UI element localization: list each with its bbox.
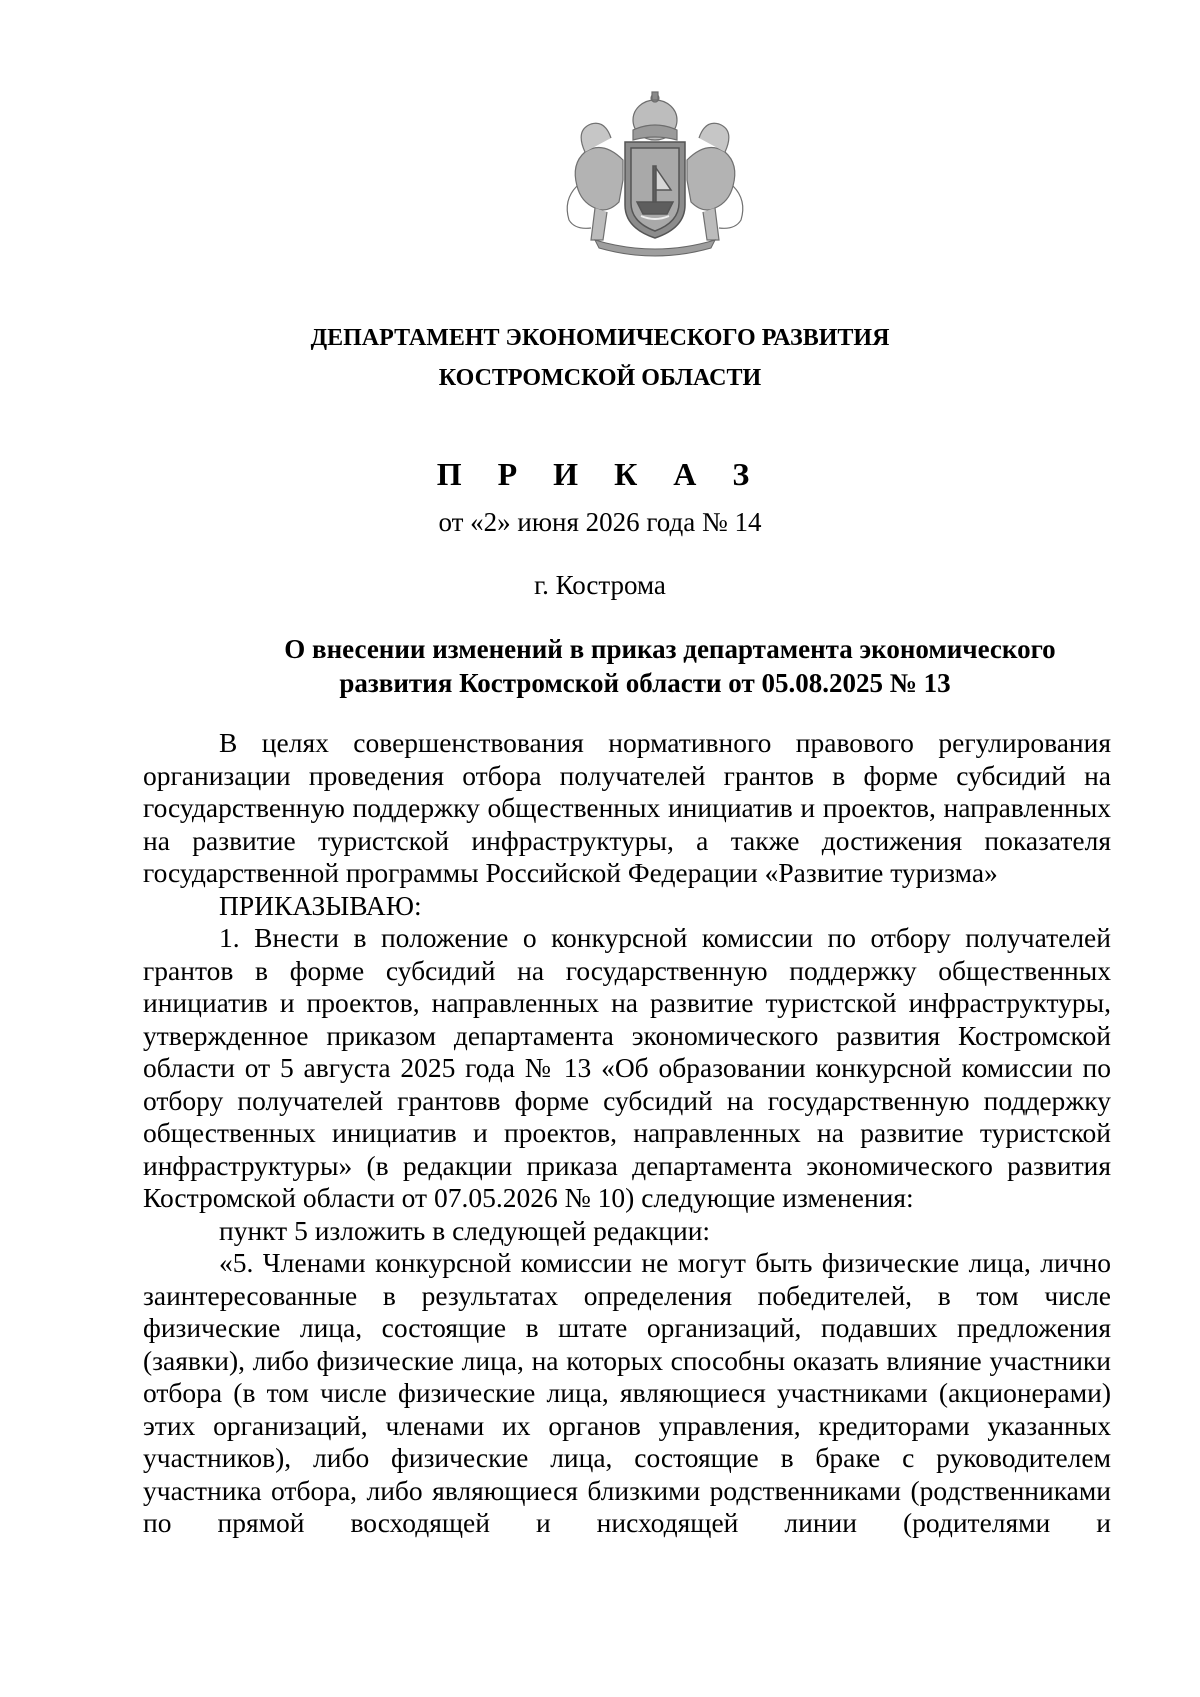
kostroma-region-coat-of-arms-icon <box>555 90 755 260</box>
body-paragraph-preamble: В целях совершенствования нормативного правового регулирования организации проведения отбора получателей грантов в форме субсидий на государственную поддержку общественных инициатив и проектов, направленных на развитие туристской инфраструктуры, а также достижения показателя государственной программы Российской Федерации «Развитие туризма» <box>143 727 1111 888</box>
document-type-title: П Р И К А З <box>436 456 764 492</box>
organization-name-line-1: ДЕПАРТАМЕНТ ЭКОНОМИЧЕСКОГО РАЗВИТИЯ <box>310 325 890 351</box>
body-paragraph-item-1: 1. Внести в положение о конкурсной комиссии по отбору получателей грантов в форме субсидий на государственную поддержку общественных инициатив и проектов, направленных на развитие туристской инфраструктуры, утвержденное приказом департамента экономического развития Костромской области от 5 августа 2025 года № 13 «Об образовании конкурсной комиссии по отбору получателей грантовв форме субсидий на государственную поддержку общественных инициатив и проектов, направленных на развитие туристской инфраструктуры» (в редакции приказа департамента экономического развития Костромской области от 07.05.2026 № 10) следующие изменения: <box>143 922 1111 1213</box>
document-subject-line-2: развития Костромской области от 05.08.2025 № 13 <box>339 668 951 698</box>
document-date-number: от «2» июня 2026 года № 14 <box>438 507 762 537</box>
body-paragraph-order-word: ПРИКАЗЫВАЮ: <box>219 889 422 921</box>
document-subject-line-1: О внесении изменений в приказ департамента экономического <box>284 634 1056 664</box>
body-paragraph-item-5-intro: пункт 5 изложить в следующей редакции: <box>219 1214 711 1246</box>
body-paragraph-item-5-text: «5. Членами конкурсной комиссии не могут быть физические лица, лично заинтересованные в результатах определения победителей, в том числе физические лица, состоящие в штате организаций, подавших предложения (заявки), либо физические лица, на которых способны оказать влияние участники отбора (в том числе физические лица, являющиеся участниками (акционерами) этих организаций, членами их органов управления, кредиторами указанных участников), либо физические лица, состоящие в браке с руководителем участника отбора, либо являющиеся близкими родственниками (родственниками по прямой восходящей и нисходящей линии (родителями и <box>143 1247 1111 1538</box>
document-body <box>143 727 1111 1540</box>
document-place: г. Кострома <box>534 570 666 600</box>
organization-name-line-2: КОСТРОМСКОЙ ОБЛАСТИ <box>438 365 762 391</box>
